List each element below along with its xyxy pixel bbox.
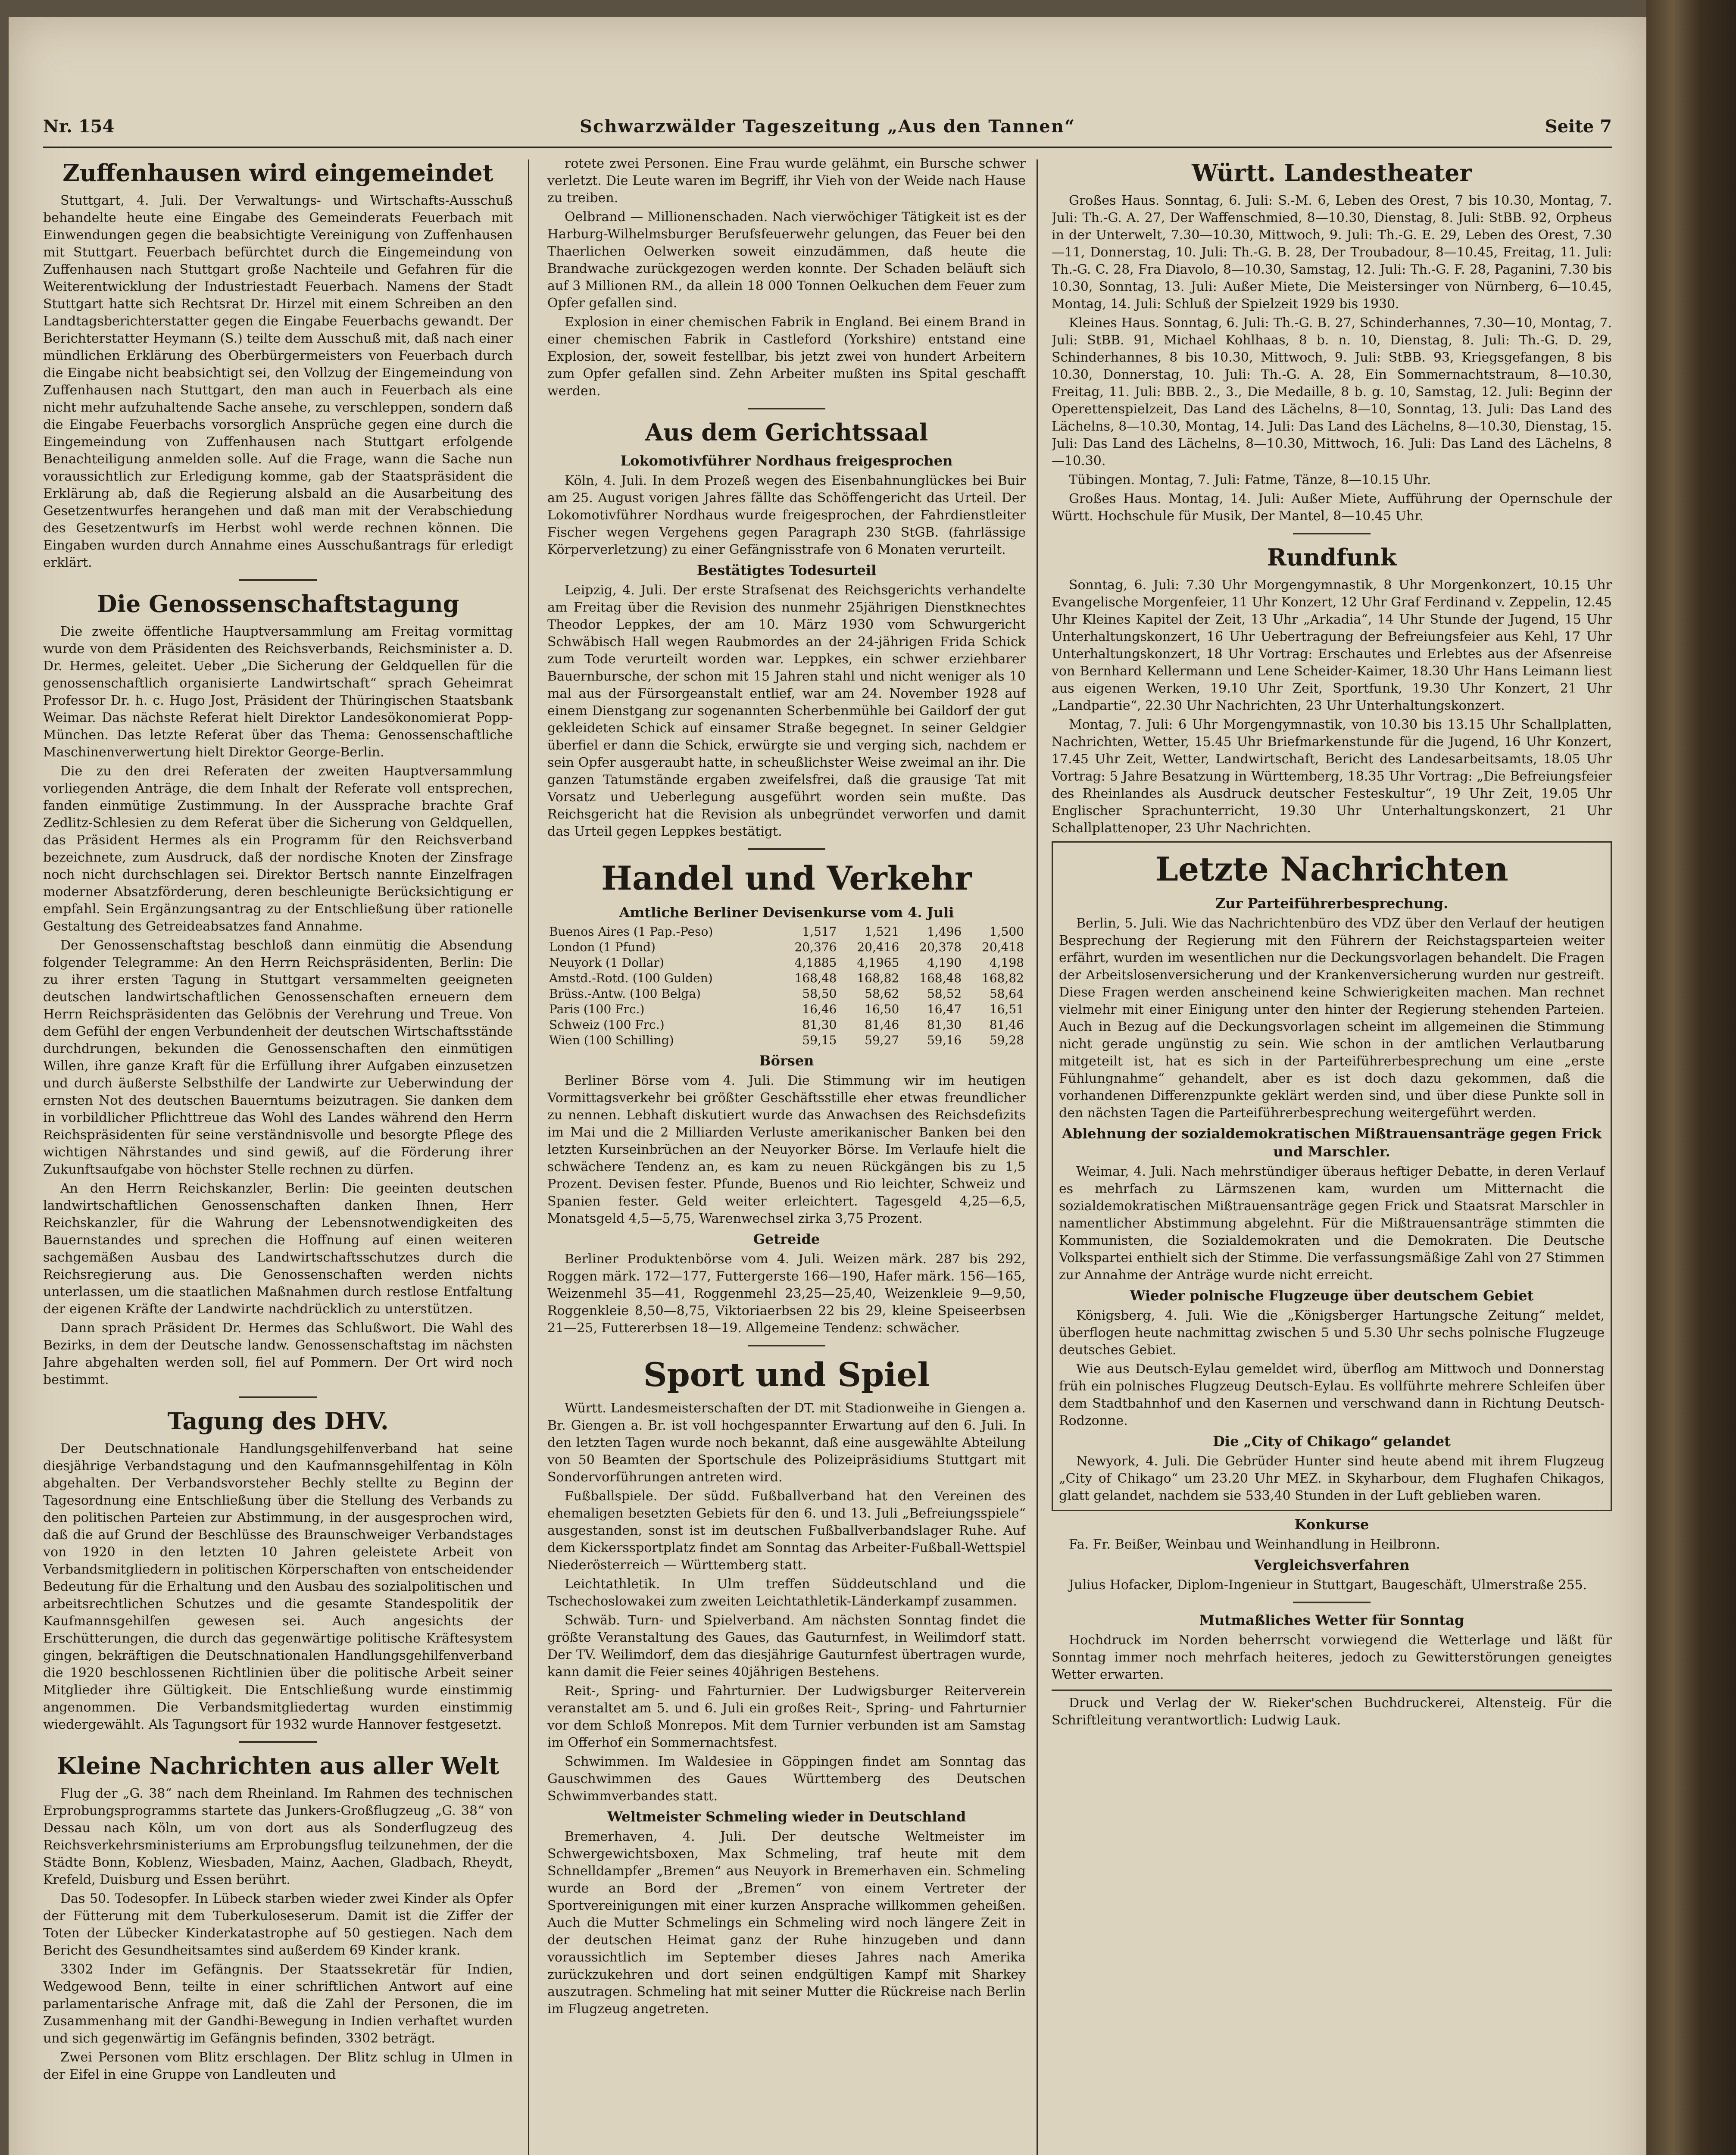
divider: [239, 1741, 317, 1743]
article-subtitle: Wieder polnische Flugzeuge über deutschem Gebiet: [1130, 1287, 1534, 1304]
article-paragraph: Weimar, 4. Juli. Nach mehrstündiger überaus heftiger Debatte, in deren Verlauf es mehrfach zu Lärmszenen kam, wurden um Mitternacht die sozialdemokratischen Mißtrauensanträge gegen Frick und Staatsrat Marschler in namentlicher Abstimmung abgelehnt. Für die Mißtrauensanträge stimmten die Kommunisten, die Sozialdemokraten und die Demokraten. Die Deutsche Volkspartei enthielt sich der Stimme. Die verfassungsmäßige Zahl von 27 Stimmen zur Annahme der Anträge wurde nicht erreicht.: [1059, 1164, 1605, 1283]
table-cell: 81,46: [865, 1018, 899, 1032]
table-cell: 4,190: [927, 956, 962, 970]
table-cell: 4,1965: [857, 956, 899, 970]
article-subtitle: Die „City of Chikago“ gelandet: [1213, 1433, 1451, 1449]
article-paragraph: Hochdruck im Norden beherrscht vorwiegend die Wetterlage und läßt für Sonntag immer noch mehrfach heiteres, jedoch zu Gewitterstörungen geneigtes Wetter erwarten.: [1052, 1633, 1612, 1682]
article-paragraph: Berlin, 5. Juli. Wie das Nachrichtenbüro des VDZ über den Verlauf der heutigen Besprechung der Regierung mit den Führern der Reichstagsparteien weiter erfährt, wurden im wesentlichen nur die Deckungsvorlagen behandelt. Die Fragen der Arbeitslosenversicherung und der Krankenversicherung wurden nur gestreift. Diese Fragen werden anscheinend keine Schwierigkeiten machen. Man rechnet vielmehr mit einer Einigung unter den hinter der Regierung stehenden Parteien. Auch in Bezug auf die Deckungsvorlagen scheint im allgemeinen die Stimmung nicht gerade ungünstig zu sein. Wie schon in der amtlichen Verlautbarung mitgeteilt ist, hat es sich in der Parteiführerbesprechung um eine „erste Fühlungnahme“ gehandelt, aber es ist doch dazu gekommen, daß die vorhandenen Differenzpunkte geklärt werden sind, und über diese Punkte soll in den nächsten Tagen die Parteiführerbesprechung weitergeführt werden.: [1059, 916, 1605, 1121]
table-cell: 20,418: [982, 940, 1024, 954]
table-cell: Neuyork (1 Dollar): [549, 956, 664, 970]
article-title: Die Genossenschaftstagung: [97, 590, 459, 618]
table-cell: 59,15: [802, 1033, 837, 1047]
article-paragraph: Das 50. Todesopfer. In Lübeck starben wieder zwei Kinder als Opfer der Fütterung mit dem Tuberkuloseserum. Damit ist die Ziffer der Toten der Lübecker Kinderkatastrophe auf 50 gestiegen. Nach dem Bericht des Gesundheitsamtes sind außerdem 69 Kinder krank.: [43, 1891, 513, 1958]
table-cell: Paris (100 Frc.): [549, 1002, 645, 1016]
table-cell: 4,198: [989, 956, 1024, 970]
table-row: [547, 1017, 1026, 1033]
table-row: [547, 940, 1026, 955]
article-subtitle: Vergleichsverfahren: [1254, 1557, 1410, 1573]
article-paragraph: Sonntag, 6. Juli: 7.30 Uhr Morgengymnastik, 8 Uhr Morgenkonzert, 10.15 Uhr Evangelische Morgenfeier, 11 Uhr Konzert, 12 Uhr Graf Ferdinand v. Zeppelin, 12.45 Uhr Kleines Kapitel der Zeit, 13 Uhr „Arkadia“, 14 Uhr Stunde der Jugend, 15 Uhr Unterhaltungskonzert, 16 Uhr Uebertragung der Befreiungsfeier aus Kehl, 17 Uhr Unterhaltungskonzert, 18 Uhr Vortrag: Erschautes und Erlebtes aus der Afsenreise von Bernhard Kellermann und Lene Scheider-Kaimer, 18.30 Uhr Hans Leimann liest aus eigenen Werken, 19.10 Uhr Zeit, Sportfunk, 19.30 Uhr Konzert, 21 Uhr „Landpartie“, 22.30 Uhr Nachrichten, 23 Uhr Unterhaltungskonzert.: [1052, 578, 1612, 713]
article-subtitle: Amtliche Berliner Devisenkurse vom 4. Juli: [619, 904, 954, 921]
table-cell: 81,30: [927, 1018, 962, 1032]
table-cell: 16,51: [989, 1002, 1024, 1016]
table-cell: 168,48: [919, 971, 962, 985]
article-paragraph: Tübingen. Montag, 7. Juli: Fatme, Tänze, 8—10.15 Uhr.: [1069, 472, 1431, 487]
article-paragraph: rotete zwei Personen. Eine Frau wurde gelähmt, ein Bursche schwer verletzt. Die Leute waren im Begriff, ihr Vieh von der Weide nach Hause zu treiben.: [547, 156, 1026, 206]
divider: [1293, 533, 1371, 534]
exchange-rate-table: [547, 924, 1026, 1048]
table-cell: Brüss.-Antw. (100 Belga): [549, 987, 701, 1001]
table-row: [547, 971, 1026, 986]
article-paragraph: Köln, 4. Juli. In dem Prozeß wegen des Eisenbahnunglückes bei Buir am 25. August vorigen Jahres fällte das Schöffengericht das Urteil. Der Lokomotivführer Nordhaus wurde freigesprochen, der Fahrdienstleiter Fischer wegen Vergehens gegen Paragraph 230 StGB. (fahrlässige Körperverletzung) zu einer Gefängnisstrafe von 6 Monaten verurteilt.: [547, 473, 1026, 557]
article-paragraph: Oelbrand — Millionenschaden. Nach vierwöchiger Tätigkeit ist es der Harburg-Wilhelmsburger Berufsfeuerwehr gelungen, das Feuer bei den Thaerlichen Oelwerken soweit einzudämmen, daß heute die Brandwache zurückgezogen werden konnte. Der Schaden beläuft sich auf 3 Millionen RM., da allein 18 000 Tonnen Oelkuchen dem Feuer zum Opfer gefallen sind.: [547, 209, 1026, 311]
article-paragraph: Newyork, 4. Juli. Die Gebrüder Hunter sind heute abend mit ihrem Flugzeug „City of Chikago“ um 23.20 Uhr MEZ. in Skyharbour, dem Flughafen Chikagos, glatt gelandet, nachdem sie 533,40 Stunden in der Luft geblieben waren.: [1059, 1454, 1605, 1503]
section-title: Aus dem Gerichtssaal: [645, 419, 928, 446]
table-cell: Schweiz (100 Frc.): [549, 1018, 665, 1032]
table-cell: 16,46: [802, 1002, 837, 1016]
divider: [748, 408, 825, 409]
table-cell: 58,52: [927, 987, 962, 1001]
table-cell: 1,521: [865, 924, 899, 939]
table-row: [547, 1033, 1026, 1048]
article-paragraph: 3302 Inder im Gefängnis. Der Staatssekretär für Indien, Wedgewood Benn, teilte in einer schriftlichen Antwort auf eine parlamentarische Anfrage mit, daß die Zahl der Personen, die im Zusammenhang mit der Gandhi-Bewegung in Indien verhaftet wurden und sich gegenwärtig im Gefängnis befinden, 3302 beträgt.: [43, 1962, 513, 2046]
newspaper-title: Schwarzwälder Tageszeitung „Aus den Tannen“: [580, 116, 1075, 137]
table-cell: 1,496: [927, 924, 962, 939]
table-cell: 20,378: [919, 940, 962, 954]
article-subtitle: Weltmeister Schmeling wieder in Deutschland: [607, 1808, 966, 1825]
section-title: Letzte Nachrichten: [1155, 850, 1508, 888]
article-paragraph: Berliner Börse vom 4. Juli. Die Stimmung wir im heutigen Vormittagsverkehr bei größter Geschäftsstille eher etwas freundlicher zu nennen. Lebhaft diskutiert wurde das Anwachsen des Reichsdefizits im Mai und die 2 Milliarden Verluste amerikanischer Banken bei den letzten Kurseinbrüchen an der Neuyorker Börse. Im Verlaufe hielt die schwächere Tendenz an, es kam zu neuen Rückgängen bis zu 1,5 Prozent. Devisen fester. Pfunde, Buenos und Rio leichter, Schweiz und Spanien fester. Geld weiter erleichtert. Tagesgeld 4,25—6,5, Monatsgeld 4,5—5,75, Warenwechsel zirka 3,75 Prozent.: [547, 1073, 1026, 1226]
article-paragraph: Wie aus Deutsch-Eylau gemeldet wird, überflog am Mittwoch und Donnerstag früh ein polnisches Flugzeug Deutsch-Eylau. Es vollführte mehrere Schleifen über dem Stadtbahnhof und den Kasernen und verschwand dann in Richtung Deutsch-Rodzonne.: [1059, 1362, 1605, 1428]
article-paragraph: Der Deutschnationale Handlungsgehilfenverband hat seine diesjährige Verbandstagung und den Kaufmannsgehilfentag in Köln abgehalten. Der Verbandsvorsteher Bechly stellte zu Beginn der Tagesordnung eine Entschließung über die Stellung des Verbands zu den politischen Parteien zur Abstimmung, in der ausgesprochen wird, daß die auf Grund der Beschlüsse des Braunschweiger Verbandstages von 1920 in den letzten 10 Jahren geleistete Arbeit von Verbandsmitgliedern in politischen Körperschaften von entscheidender Bedeutung für die Erhaltung und den Ausbau des sozialpolitischen und arbeitsrechtlichen Schutzes und die gesamte Standespolitik der Kaufmannsgehilfen gewesen sei. Auch angesichts der Erschütterungen, die durch das gegenwärtige politische Kräftesystem gingen, bekräftigen die Deutschnationalen Handlungsgehilfenverband die 1920 beschlossenen Richtlinien über die politische Arbeit seiner Mitglieder ihre Gültigkeit. Die Entschließung wurde einstimmig angenommen. Die Verbandsmitgliedertag wurden einstimmig wiedergewählt. Als Tagungsort für 1932 wurde Hannover festgesetzt.: [43, 1441, 513, 1732]
table-cell: 58,50: [802, 987, 837, 1001]
table-cell: 168,82: [857, 971, 899, 985]
table-cell: 58,62: [865, 987, 899, 1001]
divider: [1293, 1602, 1371, 1603]
article-subtitle: Bestätigtes Todesurteil: [696, 562, 877, 578]
article-paragraph: Berliner Produktenbörse vom 4. Juli. Weizen märk. 287 bis 292, Roggen märk. 172—177, Futtergerste 166—190, Hafer märk. 156—165, Weizenmehl 35—41, Roggenmehl 23,25—25,40, Weizenkleie 9—9,50, Roggenkleie 8,50—8,75, Viktoriaerbsen 22 bis 29, kleine Speiseerbsen 21—25, Futtererbsen 18—19. Allgemeine Tendenz: schwächer.: [547, 1252, 1026, 1336]
article-paragraph: Reit-, Spring- und Fahrturnier. Der Ludwigsburger Reiterverein veranstaltet am 5. und 6. Juli ein großes Reit-, Spring- und Fahrturnier vor dem Schloß Monrepos. Mit dem Turnier verbunden ist am Samstag im Offerhof ein Sommernachtsfest.: [547, 1683, 1026, 1750]
table-cell: 81,46: [989, 1018, 1024, 1032]
article-paragraph: Bremerhaven, 4. Juli. Der deutsche Weltmeister im Schwergewichtsboxen, Max Schmeling, traf heute mit dem Schnelldampfer „Bremen“ aus Neuyork in Bremerhaven ein. Schmeling wurde an Bord der „Bremen“ von einem Vertreter der Sportvereinigungen mit einer kurzen Ansprache willkommen geheißen. Auch die Mutter Schmelings ein Schmeling wird noch längere Zeit in der deutschen Heimat ganz der Ruhe hinzugeben und dann voraussichtlich im September dieses Jahres nach Amerika zurückzukehren und dort seinen endgültigen Kampf mit Sharkey auszutragen. Schmeling hat mit seiner Mutter die Rückreise nach Berlin im Flugzeug angetreten.: [547, 1829, 1026, 2017]
table-cell: 81,30: [802, 1018, 837, 1032]
issue-number: Nr. 154: [43, 116, 115, 137]
column-3: [1052, 155, 1612, 2155]
column-2: [547, 155, 1026, 2155]
masthead: [43, 108, 1612, 148]
article-paragraph: Stuttgart, 4. Juli. Der Verwaltungs- und Wirtschafts-Ausschuß behandelte heute eine Eingabe des Gemeinderats Feuerbach mit Einwendungen gegen die beabsichtigte Vereinigung von Zuffenhausen mit Stuttgart. Feuerbach befürchtet durch die Eingemeindung von Zuffenhausen nach Stuttgart große Nachteile und Gefahren für die Weiterentwicklung der Industriestadt Feuerbach. Namens der Stadt Stuttgart hatte sich Rechtsrat Dr. Hirzel mit einem Schreiben an den Landtagsberichterstatter gegen die Eingabe Feuerbachs gewandt. Der Berichterstatter Heymann (S.) teilte dem Ausschuß mit, daß nach einer mündlichen Erklärung des Oberbürgermeisters von Feuerbach durch die Eingabe nicht beabsichtigt sei, den Vollzug der Eingemeindung von Zuffenhausen nach Stuttgart, den man auch in Feuerbach als eine nicht mehr aufzuhaltende Sache ansehe, zu verschleppen, sondern daß die Eingabe Feuerbachs vorsorglich Ansprüche gegen eine durch die Eingemeindung von Zuffenhausen nach Stuttgart erfolgende Benachteiligung anmelden solle. Auf die Frage, wann die Sache nun voraussichtlich zur Erledigung komme, gab der Staatspräsident die Erklärung ab, daß die Regierung alsbald an die Ausarbeitung des Gesetzentwurfes herangehen und daß man mit der Verabschiedung des Gesetzentwurfs im Herbst wohl werde rechnen können. Die Eingaben wurden durch Annahme eines Ausschußantrags für erledigt erklärt.: [43, 193, 513, 570]
table-cell: 168,82: [982, 971, 1024, 985]
table-cell: 1,517: [802, 924, 837, 939]
section-title: Sport und Spiel: [643, 1355, 930, 1394]
table-cell: 4,1885: [794, 956, 837, 970]
article-paragraph: Die zu den drei Referaten der zweiten Hauptversammlung vorliegenden Anträge, die dem Inhalt der Referate voll entsprechen, fanden einmütige Zustimmung. In der Aussprache brachte Graf Zedlitz-Schlesien zu dem Referat über die Sicherung von Geldquellen, das Präsident Hermes als ein Programm für den Reichsverband bezeichnete, zum Ausdruck, daß der nordische Knoten der Zinsfrage noch nicht durchschlagen sei. Direktor Bertsch nannte Einzelfragen moderner Absatzförderung, deren beschleunigte Berücksichtigung er empfahl. Sein Ergänzungsantrag zu der Entschließung über rationelle Gestaltung des Getreideabsatzes fand Annahme.: [43, 764, 513, 934]
article-paragraph: Großes Haus. Sonntag, 6. Juli: S.-M. 6, Leben des Orest, 7 bis 10.30, Montag, 7. Juli: Th.-G. A. 27, Der Waffenschmied, 8—10.30, Dienstag, 8. Juli: StBB. 92, Orpheus in der Unterwelt, 7.30—10.30, Mittwoch, 9. Juli: Th.-G. E. 29, Leben des Orest, 7.30—11, Donnerstag, 10. Juli: Th.-G. B. 28, Der Troubadour, 8—10.45, Freitag, 11. Juli: Th.-G. C. 28, Fra Diavolo, 8—10.30, Samstag, 12. Juli: Th.-G. F. 28, Paganini, 7.30 bis 10.30, Sonntag, 13. Juli: Außer Miete, Die Meistersinger von Nürnberg, 6—10.45, Montag, 14. Juli: Schluß der Spielzeit 1929 bis 1930.: [1052, 193, 1612, 312]
table-cell: 168,48: [794, 971, 837, 985]
column-1: [43, 155, 513, 2155]
section-title: Württ. Landestheater: [1192, 159, 1472, 187]
article-paragraph: Die zweite öffentliche Hauptversammlung am Freitag vormittag wurde von dem Präsidenten des Reichsverbands, Reichsminister a. D. Dr. Hermes, geleitet. Ueber „Die Sicherung der Geldquellen für die genossenschaftlich organisierte Landwirtschaft“ sprach Geheimrat Professor Dr. h. c. Hugo Jost, Präsident der Thüringischen Staatsbank Weimar. Das nächste Referat hielt Direktor Landesökonomierat Popp-München. Das letzte Referat über das Thema: Genossenschaftliche Maschinenverwertung hielt Direktor George-Berlin.: [43, 624, 513, 760]
article-paragraph: Der Genossenschaftstag beschloß dann einmütig die Absendung folgender Telegramme: An den Herrn Reichspräsidenten, Berlin: Die zu ihrer ersten Tagung in Stuttgart versammelten geeigneten deutschen landwirtschaftlichen Genossenschaften erneuern dem Herrn Reichspräsidenten das Gelöbnis der Verehrung und Treue. Von dem Gefühl der engen Verbundenheit der deutschen Wirtschaftsstände durchdrungen, bekunden die Genossenschaften den einmütigen Willen, ihre ganze Kraft für die Erfüllung ihrer Aufgaben einzusetzen und durch äußerste Selbsthilfe der Landwirte zur Ueberwindung der ernsten Not des deutschen Bauerntums beizutragen. Sie danken dem in vorbildlicher Pflichttreue das Wohl des Landes während den Herrn Reichspräsidenten für seine verständnisvolle und besorgte Pflege des wichtigen Nährstandes und sind gewiß, auf die Förderung ihrer Zukunftsaufgabe von höchster Stelle rechnen zu dürfen.: [43, 938, 513, 1177]
table-cell: 16,50: [865, 1002, 899, 1016]
article-paragraph: Leichtathletik. In Ulm treffen Süddeutschland und die Tschechoslowakei zum zweiten Leichtathletik-Länderkampf zusammen.: [547, 1577, 1026, 1609]
table-cell: 16,47: [927, 1002, 962, 1016]
article-paragraph: Kleines Haus. Sonntag, 6. Juli: Th.-G. B. 27, Schinderhannes, 7.30—10, Montag, 7. Juli: StBB. 91, Michael Kohlhaas, 8 b. n. 10, Dienstag, 8. Juli: Th.-G. D. 29, Schinderhannes, 8 bis 10.30, Mittwoch, 9. Juli: StBB. 93, Kriegsgefangen, 8 bis 10.30, Donnerstag, 10. Juli: Th.-G. A. 28, Ein Sommernachtstraum, 8—10.30, Freitag, 11. Juli: BBB. 2., 3., Die Medaille, 8 b. g. 10, Samstag, 12. Juli: Beginn der Operettenspielzeit, Das Land des Lächelns, 8—10, Sonntag, 13. Juli: Das Land des Lächelns, 8—10.30, Montag, 14. Juli: Das Land des Lächelns, 8—10.30, Dienstag, 15. Juli: Das Land des Lächelns, 8—10.30, Mittwoch, 16. Juli: Das Land des Lächelns, 8—10.30.: [1052, 315, 1612, 468]
table-row: [547, 924, 1026, 940]
article-paragraph: Fußballspiele. Der südd. Fußballverband hat den Vereinen des ehemaligen besetzten Gebiets für den 6. und 13. Juli „Befreiungsspiele“ ausgestanden, sonst ist im deutschen Fußballverbandslager Ruhe. Auf dem Kickerssportplatz findet am Sonntag das Arbeiter-Fußball-Wettspiel Niederösterreich — Württemberg statt.: [547, 1489, 1026, 1573]
divider: [748, 1345, 825, 1346]
table-cell: 58,64: [989, 987, 1024, 1001]
section-title: Rundfunk: [1267, 543, 1397, 571]
column-rule: [1037, 159, 1038, 2155]
divider: [239, 579, 317, 581]
table-cell: Wien (100 Schilling): [549, 1033, 674, 1047]
article-paragraph: Explosion in einer chemischen Fabrik in England. Bei einem Brand in einer chemischen Fabrik in Castleford (Yorkshire) entstand eine Explosion, der, soweit festellbar, bis jetzt zwei von hundert Arbeitern zum Opfer gefallen sind. Zehn Arbeiter mußten ins Spital geschafft werden.: [547, 315, 1026, 399]
article-title: Kleine Nachrichten aus aller Welt: [56, 1752, 500, 1780]
imprint: Druck und Verlag der W. Rieker'schen Buchdruckerei, Altensteig. Für die Schriftleitung verantwortlich: Ludwig Lauk.: [1052, 1690, 1612, 1729]
article-subtitle: Mutmaßliches Wetter für Sonntag: [1199, 1612, 1464, 1628]
article-paragraph: Schwäb. Turn- und Spielverband. Am nächsten Sonntag findet die größte Veranstaltung des Gaues, das Gauturnfest, in Weilimdorf statt. Der TV. Weilimdorf, dem das diesjährige Gauturnfest übertragen wurde, kann damit die Feier seines 40jährigen Bestehens.: [547, 1613, 1026, 1680]
page-number: Seite 7: [1545, 116, 1612, 137]
article-paragraph: Zwei Personen vom Blitz erschlagen. Der Blitz schlug in Ulmen in der Eifel in eine Gruppe von Landleuten und: [43, 2050, 513, 2082]
article-subtitle: Konkurse: [1294, 1516, 1369, 1533]
article-title: Tagung des DHV.: [167, 1407, 389, 1435]
article-subtitle: Börsen: [759, 1053, 814, 1069]
divider: [239, 1396, 317, 1398]
article-paragraph: Julius Hofacker, Diplom-Ingenieur in Stuttgart, Baugeschäft, Ulmerstraße 255.: [1069, 1577, 1587, 1593]
table-row: [547, 986, 1026, 1002]
article-subtitle: Lokomotivführer Nordhaus freigesprochen: [620, 453, 953, 469]
table-cell: 20,416: [857, 940, 899, 954]
book-binding: [1646, 0, 1736, 2155]
article-paragraph: Großes Haus. Montag, 14. Juli: Außer Miete, Aufführung der Opernschule der Württ. Hochschule für Musik, Der Mantel, 8—10.45 Uhr.: [1052, 491, 1612, 524]
table-cell: Amstd.-Rotd. (100 Gulden): [549, 971, 713, 985]
article-paragraph: Königsberg, 4. Juli. Wie die „Königsberger Hartungsche Zeitung“ meldet, überflogen heute nachmittag zwischen 5 und 5.30 Uhr sechs polnische Flugzeuge deutsches Gebiet.: [1059, 1308, 1605, 1358]
table-cell: 59,28: [989, 1033, 1024, 1047]
article-paragraph: Fa. Fr. Beißer, Weinbau und Weinhandlung in Heilbronn.: [1069, 1537, 1440, 1552]
section-title: Handel und Verkehr: [601, 859, 972, 897]
article-title: Zuffenhausen wird eingemeindet: [62, 159, 493, 187]
table-cell: 1,500: [989, 924, 1024, 939]
table-cell: 59,16: [927, 1033, 962, 1047]
article-paragraph: Flug der „G. 38“ nach dem Rheinland. Im Rahmen des technischen Erprobungsprogramms startete das Junkers-Großflugzeug „G. 38“ von Dessau nach Köln, um von dort aus als Sonderflugzeug des Reichsverkehrsministeriums am Erprobungsflug teilzunehmen, der die Städte Bonn, Koblenz, Wiesbaden, Mainz, Aachen, Gladbach, Rheydt, Krefeld, Duisburg und Essen berührt.: [43, 1786, 513, 1887]
article-subtitle: Zur Parteiführerbesprechung.: [1215, 895, 1449, 912]
article-paragraph: Schwimmen. Im Waldesiee in Göppingen findet am Sonntag das Gauschwimmen des Gaues Württemberg des Deutschen Schwimmverbandes statt.: [547, 1754, 1026, 1804]
table-row: [547, 1002, 1026, 1017]
column-rule: [528, 159, 529, 2155]
table-row: [547, 955, 1026, 971]
article-subtitle: Ablehnung der sozialdemokratischen Mißtrauensanträge gegen Frick und Marschler.: [1062, 1125, 1602, 1160]
article-subtitle: Getreide: [753, 1231, 820, 1247]
newspaper-page: [9, 17, 1646, 2155]
table-cell: Buenos Aires (1 Pap.-Peso): [549, 924, 713, 939]
article-paragraph: An den Herrn Reichskanzler, Berlin: Die geeinten deutschen landwirtschaftlichen Genossenschaften danken Ihnen, Herr Reichskanzler, für die Wahrung der Lebensnotwendigkeiten des Bauernstandes und sprechen die Hoffnung auf einen weiteren sachgemäßen Ausbau des Landwirtschaftsschutzes durch die Reichsregierung aus. Die Genossenschaften werden nichts unterlassen, um die staatlichen Maßnahmen durch restlose Entfaltung der eigenen Kräfte der Landwirte nachdrücklich zu unterstützen.: [43, 1181, 513, 1317]
article-paragraph: Leipzig, 4. Juli. Der erste Strafsenat des Reichsgerichts verhandelte am Freitag über die Revision des nunmehr 25jährigen Dienstknechtes Theodor Leppkes, der am 10. März 1930 vom Schwurgericht Schwäbisch Hall wegen Raubmordes an der 24-jährigen Frida Schick zum Tode verurteilt worden war. Leppkes, ein schwer erziehbarer Bauernbursche, der schon mit 15 Jahren stahl und nicht weniger als 10 mal aus der Fürsorgeanstalt entlief, war am 24. November 1928 auf einem Dienstgang zur sogenannten Scherbenmühle bei Gaildorf der gut gekleideten Schick auf einsamer Straße begegnet. In seiner Geldgier überfiel er dann die Schick, erwürgte sie und verging sich, nachdem er sein Opfer ausgeraubt hatte, in scheußlichster Weise zweimal an ihr. Die ganzen Tatumstände ergaben zweifelsfrei, daß die grausige Tat mit Vorsatz und Ueberlegung ausgeführt worden sein mußte. Das Reichsgericht hat die Revision als unbegründet verworfen und damit das Urteil gegen Leppkes bestätigt.: [547, 583, 1026, 839]
latest-news-box: [1052, 841, 1612, 1511]
article-paragraph: Württ. Landesmeisterschaften der DT. mit Stadionweihe in Giengen a. Br. Giengen a. Br. ist voll hochgespannter Erwartung auf den 6. Juli. In den letzten Tagen wurde noch bekannt, daß eine ausgewählte Abteilung von 50 Beamten der Sportschule des Polizeipräsidiums Stuttgart mit Sondervorführungen antreten wird.: [547, 1401, 1026, 1485]
table-cell: 20,376: [794, 940, 837, 954]
table-cell: London (1 Pfund): [549, 940, 656, 954]
table-cell: 59,27: [865, 1033, 899, 1047]
divider: [748, 848, 825, 850]
article-paragraph: Dann sprach Präsident Dr. Hermes das Schlußwort. Die Wahl des Bezirks, in dem der Deutsche landw. Genossenschaftstag im nächsten Jahre abgehalten werden soll, fiel auf Pommern. Der Ort wird noch bestimmt.: [43, 1321, 513, 1387]
article-paragraph: Montag, 7. Juli: 6 Uhr Morgengymnastik, von 10.30 bis 13.15 Uhr Schallplatten, Nachrichten, Wetter, 15.45 Uhr Briefmarkenstunde für die Jugend, 16 Uhr Konzert, 17.45 Uhr Zeit, Wetter, Landwirtschaft, Bericht des Landesarbeitsamts, 18.05 Uhr Vortrag: 5 Jahre Besatzung in Württemberg, 18.35 Uhr Vortrag: „Die Befreiungsfeier des Rheinlandes als Ausdruck deutscher Festeskultur“, 19 Uhr Zeit, 19.05 Uhr Englischer Sprachunterricht, 19.30 Uhr Unterhaltungskonzert, 21 Uhr Schallplattenoper, 23 Uhr Nachrichten.: [1052, 717, 1612, 836]
